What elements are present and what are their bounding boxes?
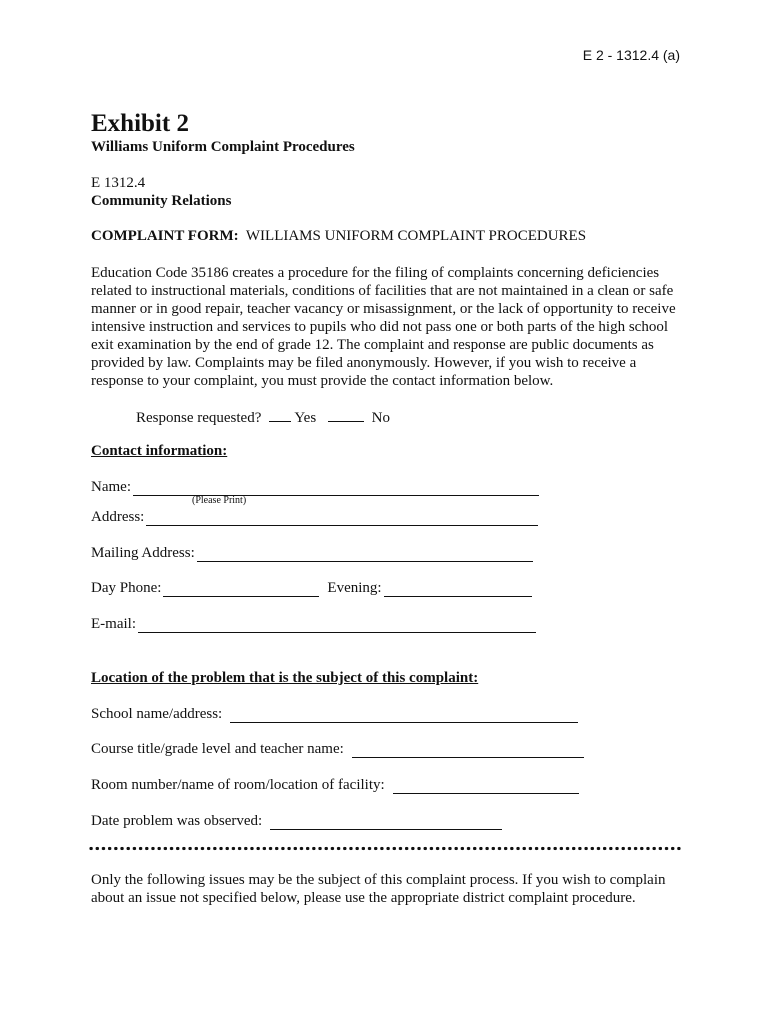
response-yes-blank[interactable] (269, 407, 291, 422)
evening-phone-label: Evening: (327, 580, 382, 596)
email-field-row (91, 616, 536, 633)
mailing-address-label: Mailing Address: (91, 545, 195, 561)
course-input-line[interactable] (352, 743, 584, 758)
mailing-address-field-row (91, 545, 533, 562)
closing-paragraph: Only the following issues may be the subject of this complaint process. If you wish to complain about an issue not specified below, please use the appropriate district complaint procedure. (91, 872, 666, 906)
section-name: Community Relations (91, 193, 232, 209)
room-input-line[interactable] (393, 779, 579, 794)
room-label: Room number/name of room/location of facility: (91, 777, 385, 793)
course-label: Course title/grade level and teacher name: (91, 741, 344, 757)
response-no-blank[interactable] (328, 407, 364, 422)
response-requested-row (136, 407, 390, 427)
name-label: Name: (91, 479, 131, 495)
exhibit-title: Exhibit 2 (91, 110, 189, 137)
form-title-text: WILLIAMS UNIFORM COMPLAINT PROCEDURES (245, 228, 587, 244)
school-input-line[interactable] (230, 708, 578, 723)
email-label: E-mail: (91, 616, 136, 632)
email-input-line[interactable] (138, 618, 536, 633)
form-title (91, 228, 586, 245)
course-field-row (91, 741, 584, 758)
address-label: Address: (91, 509, 145, 525)
intro-paragraph: Education Code 35186 creates a procedure for the filing of complaints concerning deficiencies related to instructional materials, conditions of facilities that are not maintained in a clean or safe manner or in good repair, teacher vacancy or misassignment, or the lack of opportunity to receive intensive instruction and services to pupils who did not pass one or both parts of the high school exit examination by the end of grade 12. The complaint and response are public documents as provided by law. Complaints may be filed anonymously. However, if you wish to receive a response to your complaint, you must provide the contact information below. (91, 265, 676, 389)
contact-heading: Contact information: (91, 443, 228, 459)
day-phone-input-line[interactable] (163, 582, 319, 597)
location-heading: Location of the problem that is the subject of this complaint: (91, 670, 479, 686)
page-code: E 2 - 1312.4 (a) (582, 47, 680, 63)
response-no-label: No (371, 410, 391, 426)
school-field-row (91, 706, 578, 723)
school-label: School name/address: (91, 706, 223, 722)
phone-field-row (91, 580, 532, 597)
date-field-row (91, 813, 502, 830)
response-label: Response requested? (136, 410, 262, 426)
date-label: Date problem was observed: (91, 813, 263, 829)
document-subtitle: Williams Uniform Complaint Procedures (91, 139, 355, 155)
print-note: (Please Print) (192, 495, 247, 506)
date-input-line[interactable] (270, 815, 502, 830)
room-field-row (91, 777, 579, 794)
name-field-row (91, 479, 539, 496)
address-input-line[interactable] (146, 511, 538, 526)
mailing-address-input-line[interactable] (197, 547, 533, 562)
day-phone-label: Day Phone: (91, 580, 162, 596)
response-yes-label: Yes (294, 410, 317, 426)
name-input-line[interactable] (133, 481, 539, 496)
policy-code: E 1312.4 (91, 175, 146, 191)
form-title-label: COMPLAINT FORM: (91, 228, 239, 244)
dotted-divider (88, 846, 682, 851)
evening-phone-input-line[interactable] (384, 582, 532, 597)
address-field-row (91, 509, 538, 526)
